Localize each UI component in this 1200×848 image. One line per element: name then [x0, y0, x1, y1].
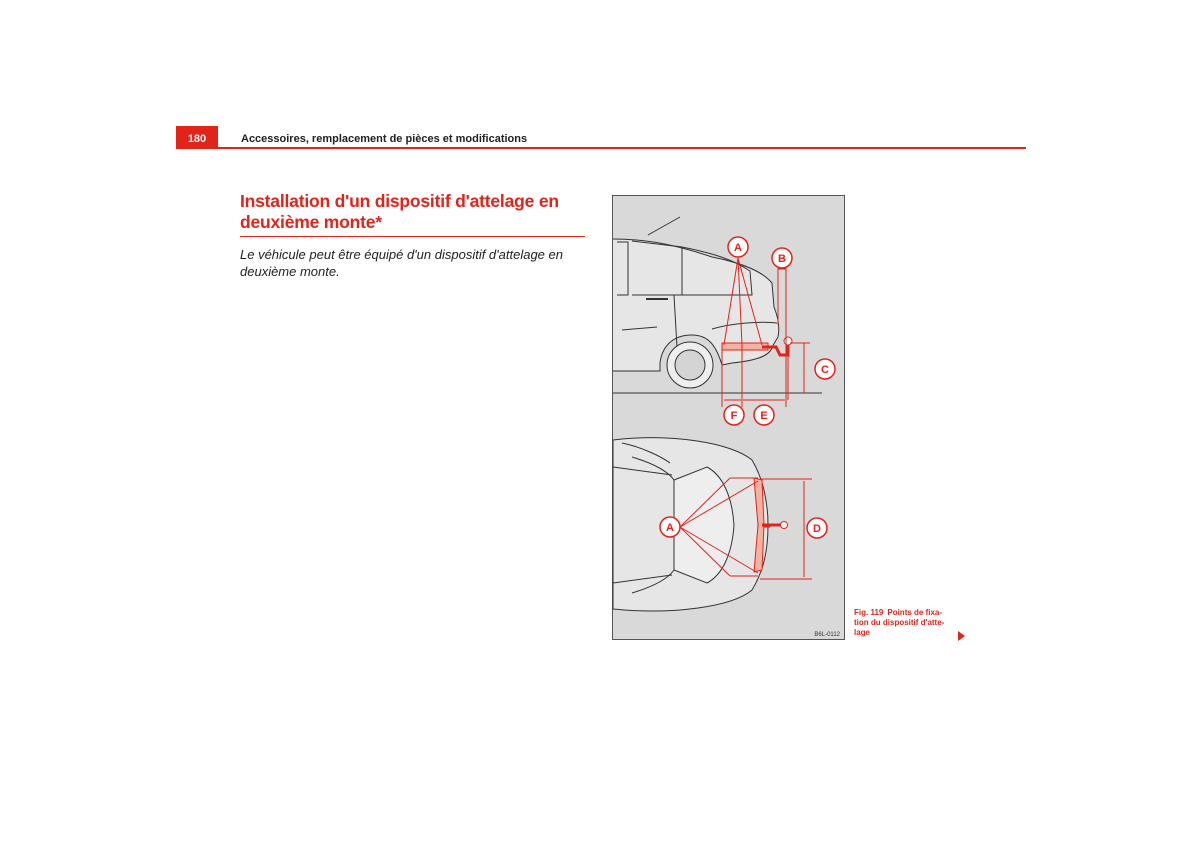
figure-caption: [854, 608, 954, 638]
svg-text:D: D: [813, 523, 821, 535]
svg-text:E: E: [760, 410, 768, 422]
intro-text: Le véhicule peut être équipé d'un dispositif d'attelage en deuxième monte.: [240, 247, 563, 279]
figure-code: B6L-0112: [814, 632, 840, 638]
tow-hitch-figure: [612, 195, 845, 640]
svg-text:F: F: [730, 410, 738, 422]
marker-c: [815, 359, 835, 379]
running-head: Accessoires, remplacement de pièces et modifications: [241, 133, 528, 145]
title-rule: [240, 236, 585, 237]
car-top-view: [613, 438, 768, 611]
marker-a-top: [660, 517, 680, 537]
marker-b: [772, 248, 792, 268]
figure-number: Fig. 119: [854, 608, 884, 617]
page-number: 180: [176, 126, 218, 148]
svg-text:B: B: [778, 253, 786, 265]
triangle-right-icon: [958, 631, 965, 641]
marker-d: [807, 518, 827, 538]
svg-text:A: A: [666, 522, 674, 534]
marker-a-side: [728, 237, 748, 257]
marker-f: [724, 405, 744, 425]
figure-caption-text: Points de fixa-tion du dispositif d'atte-lage: [854, 608, 945, 637]
section-title: Installation d'un dispositif d'attelage en deuxième monte*: [240, 191, 559, 232]
svg-text:A: A: [734, 242, 742, 254]
marker-e: [754, 405, 774, 425]
svg-text:C: C: [821, 364, 829, 376]
header-rule: [176, 147, 1026, 149]
